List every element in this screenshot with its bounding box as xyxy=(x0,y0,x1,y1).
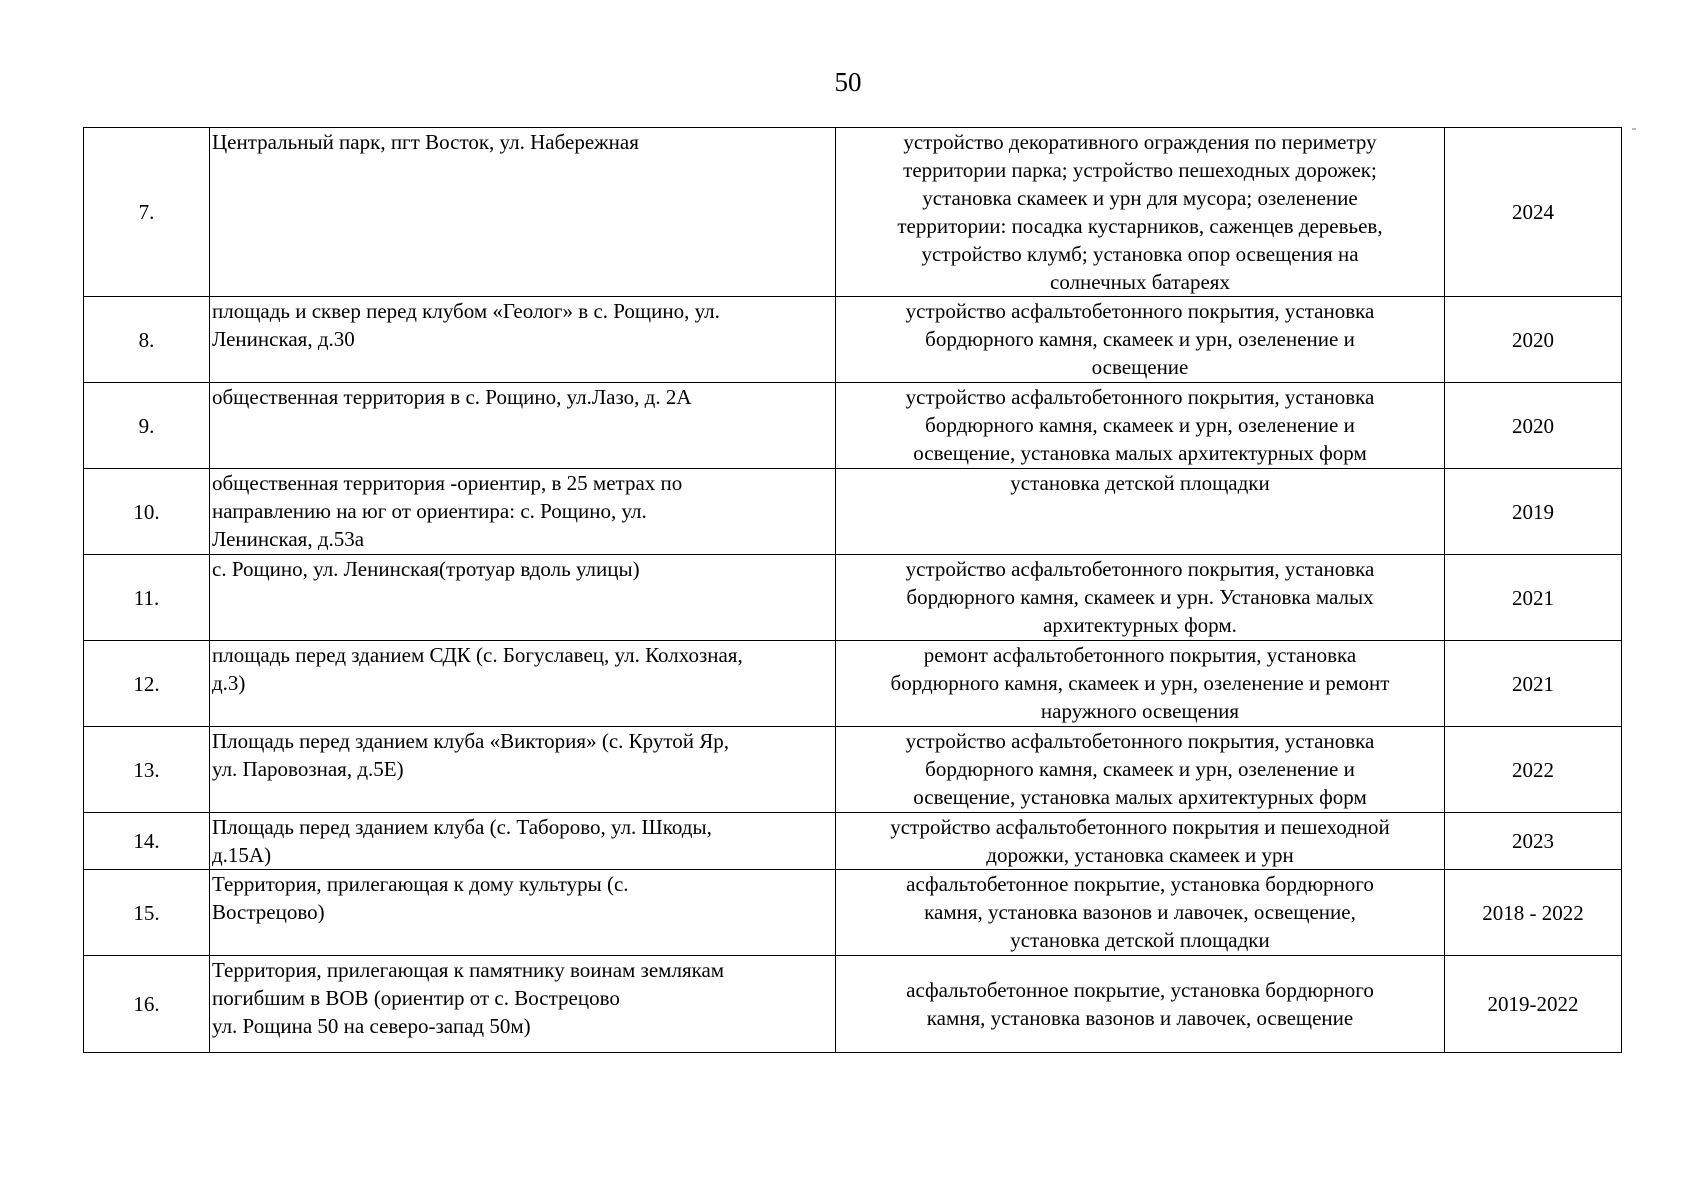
works-description xyxy=(836,956,1445,1053)
implementation-year: 2023 xyxy=(1445,813,1622,870)
territory-address-line: Площадь перед зданием клуба (с. Таборово, ул. Шкоды, xyxy=(212,815,712,839)
works-description xyxy=(836,469,1445,555)
works-description-line: освещение xyxy=(1091,355,1189,379)
works-description-line: устройство клумб; установка опор освещения на xyxy=(921,242,1359,266)
territory-address xyxy=(210,956,836,1053)
works-description-line: солнечных батареях xyxy=(1050,270,1230,294)
row-number: 14. xyxy=(84,813,210,870)
row-number: 10. xyxy=(84,469,210,555)
works-description-line: камня, установка вазонов и лавочек, освещение xyxy=(926,1006,1354,1030)
table-row xyxy=(84,813,1622,870)
territory-address xyxy=(210,469,836,555)
implementation-year: 2018 - 2022 xyxy=(1445,870,1622,956)
works-description-line: наружного освещения xyxy=(1040,699,1240,723)
implementation-year: 2021 xyxy=(1445,555,1622,641)
implementation-year: 2022 xyxy=(1445,727,1622,813)
table-row xyxy=(84,956,1622,1053)
territory-address xyxy=(210,555,836,641)
implementation-year: 2019 xyxy=(1445,469,1622,555)
works-description-line: бордюрного камня, скамеек и урн, озеленение и xyxy=(925,413,1355,437)
works-description xyxy=(836,870,1445,956)
territory-address-line: с. Рощино, ул. Ленинская(тротуар вдоль улицы) xyxy=(212,557,640,581)
territory-address-line: д.3) xyxy=(212,671,246,695)
works-description-line: устройство асфальтобетонного покрытия и пешеходной xyxy=(890,815,1390,839)
works-description-line: освещение, установка малых архитектурных форм xyxy=(913,441,1367,465)
works-description-line: устройство асфальтобетонного покрытия, установка xyxy=(905,385,1375,409)
works-description xyxy=(836,383,1445,469)
table-row xyxy=(84,727,1622,813)
works-description xyxy=(836,813,1445,870)
implementation-year: 2020 xyxy=(1445,297,1622,383)
territory-address-line: общественная территория -ориентир, в 25 метрах по xyxy=(212,471,683,495)
territory-address xyxy=(210,128,836,297)
territory-address-line: погибшим в ВОВ (ориентир от с. Вострецово xyxy=(212,986,620,1010)
territory-address-line: ул. Паровозная, д.5Е) xyxy=(212,757,404,781)
territory-address-line: Территория, прилегающая к дому культуры (с. xyxy=(212,872,629,896)
territory-address-line: ул. Рощина 50 на северо-запад 50м) xyxy=(212,1014,531,1038)
works-description-line: устройство асфальтобетонного покрытия, установка xyxy=(905,557,1375,581)
works-description-line: территории парка; устройство пешеходных дорожек; xyxy=(903,158,1377,182)
works-description-line: устройство декоративного ограждения по периметру xyxy=(903,130,1377,154)
territory-address-line: Ленинская, д.30 xyxy=(212,327,355,351)
table-row xyxy=(84,128,1622,297)
works-description-line: архитектурных форм. xyxy=(1043,613,1237,637)
territory-address-line: направлению на юг от ориентира: с. Рощино, ул. xyxy=(212,499,647,523)
territory-address xyxy=(210,383,836,469)
works-description-line: установка детской площадки xyxy=(1010,928,1270,952)
works-description-line: бордюрного камня, скамеек и урн, озеленение и ремонт xyxy=(890,671,1390,695)
territory-address xyxy=(210,641,836,727)
implementation-year: 2020 xyxy=(1445,383,1622,469)
works-description-line: ремонт асфальтобетонного покрытия, установка xyxy=(923,643,1357,667)
row-number: 16. xyxy=(84,956,210,1053)
territory-address xyxy=(210,870,836,956)
scan-mark xyxy=(1632,128,1636,130)
territory-address-line: площадь и сквер перед клубом «Геолог» в с. Рощино, ул. xyxy=(212,299,720,323)
row-number: 11. xyxy=(84,555,210,641)
works-description-line: бордюрного камня, скамеек и урн, озеленение и xyxy=(925,757,1355,781)
works-description-line: установка детской площадки xyxy=(1010,471,1270,495)
works-description-line: бордюрного камня, скамеек и урн. Установка малых xyxy=(906,585,1374,609)
table-row xyxy=(84,641,1622,727)
works-description xyxy=(836,128,1445,297)
works-description-line: асфальтобетонное покрытие, установка бордюрного xyxy=(906,872,1374,896)
row-number: 12. xyxy=(84,641,210,727)
table-row xyxy=(84,870,1622,956)
row-number: 13. xyxy=(84,727,210,813)
table-row xyxy=(84,297,1622,383)
territory-address xyxy=(210,727,836,813)
works-description-line: освещение, установка малых архитектурных форм xyxy=(913,785,1367,809)
implementation-year: 2024 xyxy=(1445,128,1622,297)
territory-address xyxy=(210,297,836,383)
table-row xyxy=(84,469,1622,555)
works-description-line: бордюрного камня, скамеек и урн, озеленение и xyxy=(925,327,1355,351)
works-description-line: камня, установка вазонов и лавочек, освещение, xyxy=(924,900,1356,924)
table-row xyxy=(84,383,1622,469)
territory-address-line: Центральный парк, пгт Восток, ул. Набережная xyxy=(212,130,639,154)
works-description-line: установка скамеек и урн для мусора; озеленение xyxy=(922,186,1358,210)
works-description-line: территории: посадка кустарников, саженцев деревьев, xyxy=(897,214,1383,238)
territory-address xyxy=(210,813,836,870)
territory-address-line: общественная территория в с. Рощино, ул.Лазо, д. 2А xyxy=(212,385,692,409)
implementation-year: 2019-2022 xyxy=(1445,956,1622,1053)
row-number: 8. xyxy=(84,297,210,383)
works-description-line: устройство асфальтобетонного покрытия, установка xyxy=(905,299,1375,323)
implementation-year: 2021 xyxy=(1445,641,1622,727)
territory-address-line: Площадь перед зданием клуба «Виктория» (с. Крутой Яр, xyxy=(212,729,730,753)
works-description xyxy=(836,727,1445,813)
works-description-line: асфальтобетонное покрытие, установка бордюрного xyxy=(906,978,1374,1002)
works-description-line: дорожки, установка скамеек и урн xyxy=(986,843,1294,867)
row-number: 15. xyxy=(84,870,210,956)
territory-address-line: Территория, прилегающая к памятнику воинам землякам xyxy=(212,958,725,982)
territory-address-line: Вострецово) xyxy=(212,900,325,924)
territory-address-line: Ленинская, д.53а xyxy=(212,527,365,551)
works-description xyxy=(836,641,1445,727)
territories-table xyxy=(83,127,1622,1053)
page-number: 50 xyxy=(834,67,862,97)
row-number: 9. xyxy=(84,383,210,469)
territory-address-line: площадь перед зданием СДК (с. Богуславец, ул. Колхозная, xyxy=(212,643,743,667)
works-description-line: устройство асфальтобетонного покрытия, установка xyxy=(905,729,1375,753)
works-description xyxy=(836,297,1445,383)
territory-address-line: д.15А) xyxy=(212,843,272,867)
works-description xyxy=(836,555,1445,641)
row-number: 7. xyxy=(84,128,210,297)
table-row xyxy=(84,555,1622,641)
